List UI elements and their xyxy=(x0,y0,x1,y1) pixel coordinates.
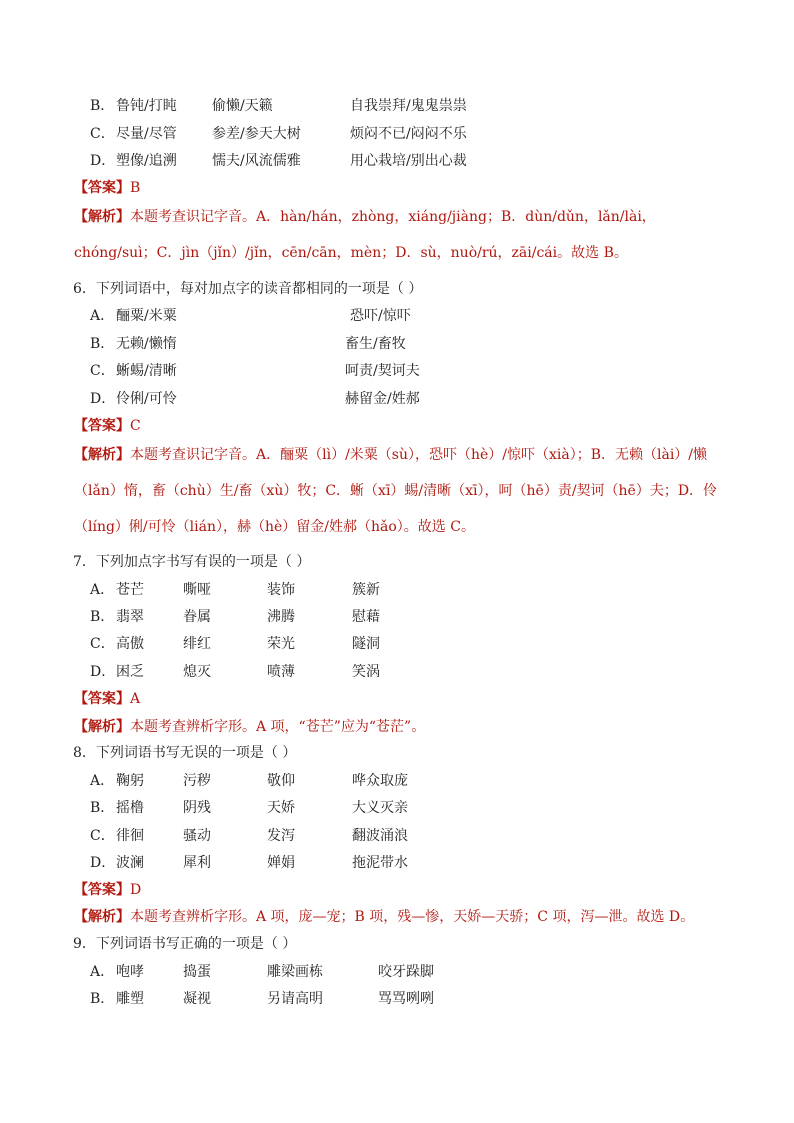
explain-tag: 【解析】 xyxy=(74,209,130,225)
option-text: 尽量/尽管 xyxy=(116,126,177,142)
q7-answer xyxy=(0,688,794,710)
option-word: 翡翠 xyxy=(116,609,144,625)
option-word: 鞠躬 xyxy=(116,773,144,789)
option-label: C． xyxy=(90,126,115,142)
option-word: 发泻 xyxy=(267,828,295,844)
option-label: C． xyxy=(90,636,115,652)
answer-value: D xyxy=(130,882,142,898)
option-label: A． xyxy=(90,964,115,980)
option-word: 荣光 xyxy=(267,636,295,652)
explain-text: 本题考查辨析字形。A 项，庞—宠；B 项，残—惨，天娇—天骄；C 项，泻—泄。故选 D。 xyxy=(130,909,695,925)
option-word: 婵娟 xyxy=(267,855,295,871)
question-title: 8．下列词语书写无误的一项是（ ） xyxy=(73,745,297,761)
option-word: 慰藉 xyxy=(352,609,380,625)
q8-option-c xyxy=(0,825,794,847)
q8-option-d xyxy=(0,852,794,874)
option-label: A． xyxy=(90,308,115,324)
explain-tag: 【解析】 xyxy=(74,719,130,735)
option-word: 苍芒 xyxy=(116,582,144,598)
answer-value: A xyxy=(130,691,141,707)
q8-explanation xyxy=(0,906,794,928)
option-label: B． xyxy=(90,800,115,816)
option-word: 嘶哑 xyxy=(183,582,211,598)
option-word: 徘徊 xyxy=(116,828,144,844)
option-text: 恐吓/惊吓 xyxy=(350,308,411,324)
option-word: 咬牙跺脚 xyxy=(378,964,434,980)
q7-title xyxy=(0,551,794,573)
q7-option-d xyxy=(0,661,794,683)
option-word: 喷薄 xyxy=(267,664,295,680)
option-word: 拖泥带水 xyxy=(352,855,408,871)
q9-option-b xyxy=(0,988,794,1010)
q5-option-b xyxy=(0,95,794,117)
question-title: 7．下列加点字书写有误的一项是（ ） xyxy=(73,554,311,570)
q6-option-d xyxy=(0,388,794,410)
option-text: 塑像/追溯 xyxy=(116,153,177,169)
option-word: 另请高明 xyxy=(267,991,323,1007)
option-word: 翻波涌浪 xyxy=(352,828,408,844)
option-word: 高傲 xyxy=(116,636,144,652)
q6-option-c xyxy=(0,360,794,382)
option-word: 眷属 xyxy=(183,609,211,625)
option-word: 咆哮 xyxy=(116,964,144,980)
answer-value: C xyxy=(130,418,141,434)
option-label: B． xyxy=(90,98,115,114)
q6-option-b xyxy=(0,333,794,355)
q8-title xyxy=(0,742,794,764)
q5-explanation xyxy=(74,199,720,271)
option-text: 参差/参天大树 xyxy=(212,126,301,142)
option-word: 装饰 xyxy=(267,582,295,598)
option-word: 绯红 xyxy=(183,636,211,652)
option-text: 伶俐/可怜 xyxy=(116,391,177,407)
q7-option-b xyxy=(0,606,794,628)
q5-option-d xyxy=(0,150,794,172)
option-word: 哗众取庞 xyxy=(352,773,408,789)
option-text: 烦闷不已/闷闷不乐 xyxy=(350,126,467,142)
answer-tag: 【答案】 xyxy=(74,180,130,196)
option-label: A． xyxy=(90,582,115,598)
option-text: 无赖/懒惰 xyxy=(116,336,177,352)
option-label: B． xyxy=(90,991,115,1007)
option-word: 笑涡 xyxy=(352,664,380,680)
option-word: 雕塑 xyxy=(116,991,144,1007)
option-word: 隧洞 xyxy=(352,636,380,652)
answer-tag: 【答案】 xyxy=(74,882,130,898)
option-text: 呵责/契诃夫 xyxy=(345,363,420,379)
option-word: 大义灭亲 xyxy=(352,800,408,816)
option-label: D． xyxy=(90,391,116,407)
question-title: 9．下列词语书写正确的一项是（ ） xyxy=(73,936,297,952)
q9-option-a xyxy=(0,961,794,983)
option-word: 簇新 xyxy=(352,582,380,598)
option-word: 污秽 xyxy=(183,773,211,789)
option-word: 凝视 xyxy=(183,991,211,1007)
answer-tag: 【答案】 xyxy=(74,691,130,707)
option-word: 摇橹 xyxy=(116,800,144,816)
q7-explanation xyxy=(0,716,794,738)
q8-answer xyxy=(0,879,794,901)
option-text: 酾粟/米粟 xyxy=(116,308,177,324)
explain-text: 本题考查识记字音。A．hàn/hán，zhòng，xiáng/jiàng；B．dùn/dǔn，lǎn/lài，chóng/suì；C．jìn（jǐn）/jǐn，cēn/cān，mèn；D．sù，nuò/rú，zāi/cái。故选 B。 xyxy=(74,209,656,261)
explain-tag: 【解析】 xyxy=(74,909,130,925)
q8-option-b xyxy=(0,797,794,819)
option-word: 熄灭 xyxy=(183,664,211,680)
option-word: 困乏 xyxy=(116,664,144,680)
explain-text: 本题考查辨析字形。A 项，“苍芒”应为“苍茫”。 xyxy=(130,719,426,735)
option-text: 鲁钝/打盹 xyxy=(116,98,177,114)
option-word: 敬仰 xyxy=(267,773,295,789)
option-text: 蜥蜴/清晰 xyxy=(116,363,177,379)
option-label: C． xyxy=(90,828,115,844)
option-word: 天娇 xyxy=(267,800,295,816)
option-label: B． xyxy=(90,609,115,625)
option-word: 犀利 xyxy=(183,855,211,871)
option-word: 骂骂咧咧 xyxy=(378,991,434,1007)
q8-option-a xyxy=(0,770,794,792)
explain-tag: 【解析】 xyxy=(74,447,130,463)
answer-tag: 【答案】 xyxy=(74,418,130,434)
option-text: 畜生/畜牧 xyxy=(345,336,406,352)
option-text: 自我崇拜/鬼鬼祟祟 xyxy=(350,98,467,114)
q7-option-a xyxy=(0,579,794,601)
q6-title xyxy=(0,278,794,300)
q6-option-a xyxy=(0,305,794,327)
q6-explanation xyxy=(74,437,720,545)
option-label: A． xyxy=(90,773,115,789)
q7-option-c xyxy=(0,633,794,655)
answer-value: B xyxy=(130,180,141,196)
explain-text: 本题考查识记字音。A．酾粟（lì）/米粟（sù），恐吓（hè）/惊吓（xià）；B．无赖（lài）/懒（lǎn）惰，畜（chù）生/畜（xù）牧；C．蜥（xī）蜴/清晰（xī），呵（hē）责/契诃（hē）夫；D．伶（líng）俐/可怜（lián），赫（hè）留金/姓郝（hǎo）。故选 C。 xyxy=(74,447,718,535)
option-label: D． xyxy=(90,664,116,680)
q5-answer xyxy=(0,177,794,199)
option-label: B． xyxy=(90,336,115,352)
option-word: 阴残 xyxy=(183,800,211,816)
option-label: D． xyxy=(90,153,116,169)
q5-option-c xyxy=(0,123,794,145)
option-text: 用心栽培/别出心裁 xyxy=(350,153,467,169)
option-text: 赫留金/姓郝 xyxy=(345,391,420,407)
option-word: 骚动 xyxy=(183,828,211,844)
option-word: 雕梁画栋 xyxy=(267,964,323,980)
question-title: 6．下列词语中，每对加点字的读音都相同的一项是（ ） xyxy=(73,281,423,297)
option-text: 懦夫/风流儒雅 xyxy=(212,153,301,169)
option-label: C． xyxy=(90,363,115,379)
q9-title xyxy=(0,933,794,955)
option-text: 偷懒/天籁 xyxy=(212,98,273,114)
option-word: 波澜 xyxy=(116,855,144,871)
option-word: 捣蛋 xyxy=(183,964,211,980)
option-word: 沸腾 xyxy=(267,609,295,625)
q6-answer xyxy=(0,415,794,437)
option-label: D． xyxy=(90,855,116,871)
